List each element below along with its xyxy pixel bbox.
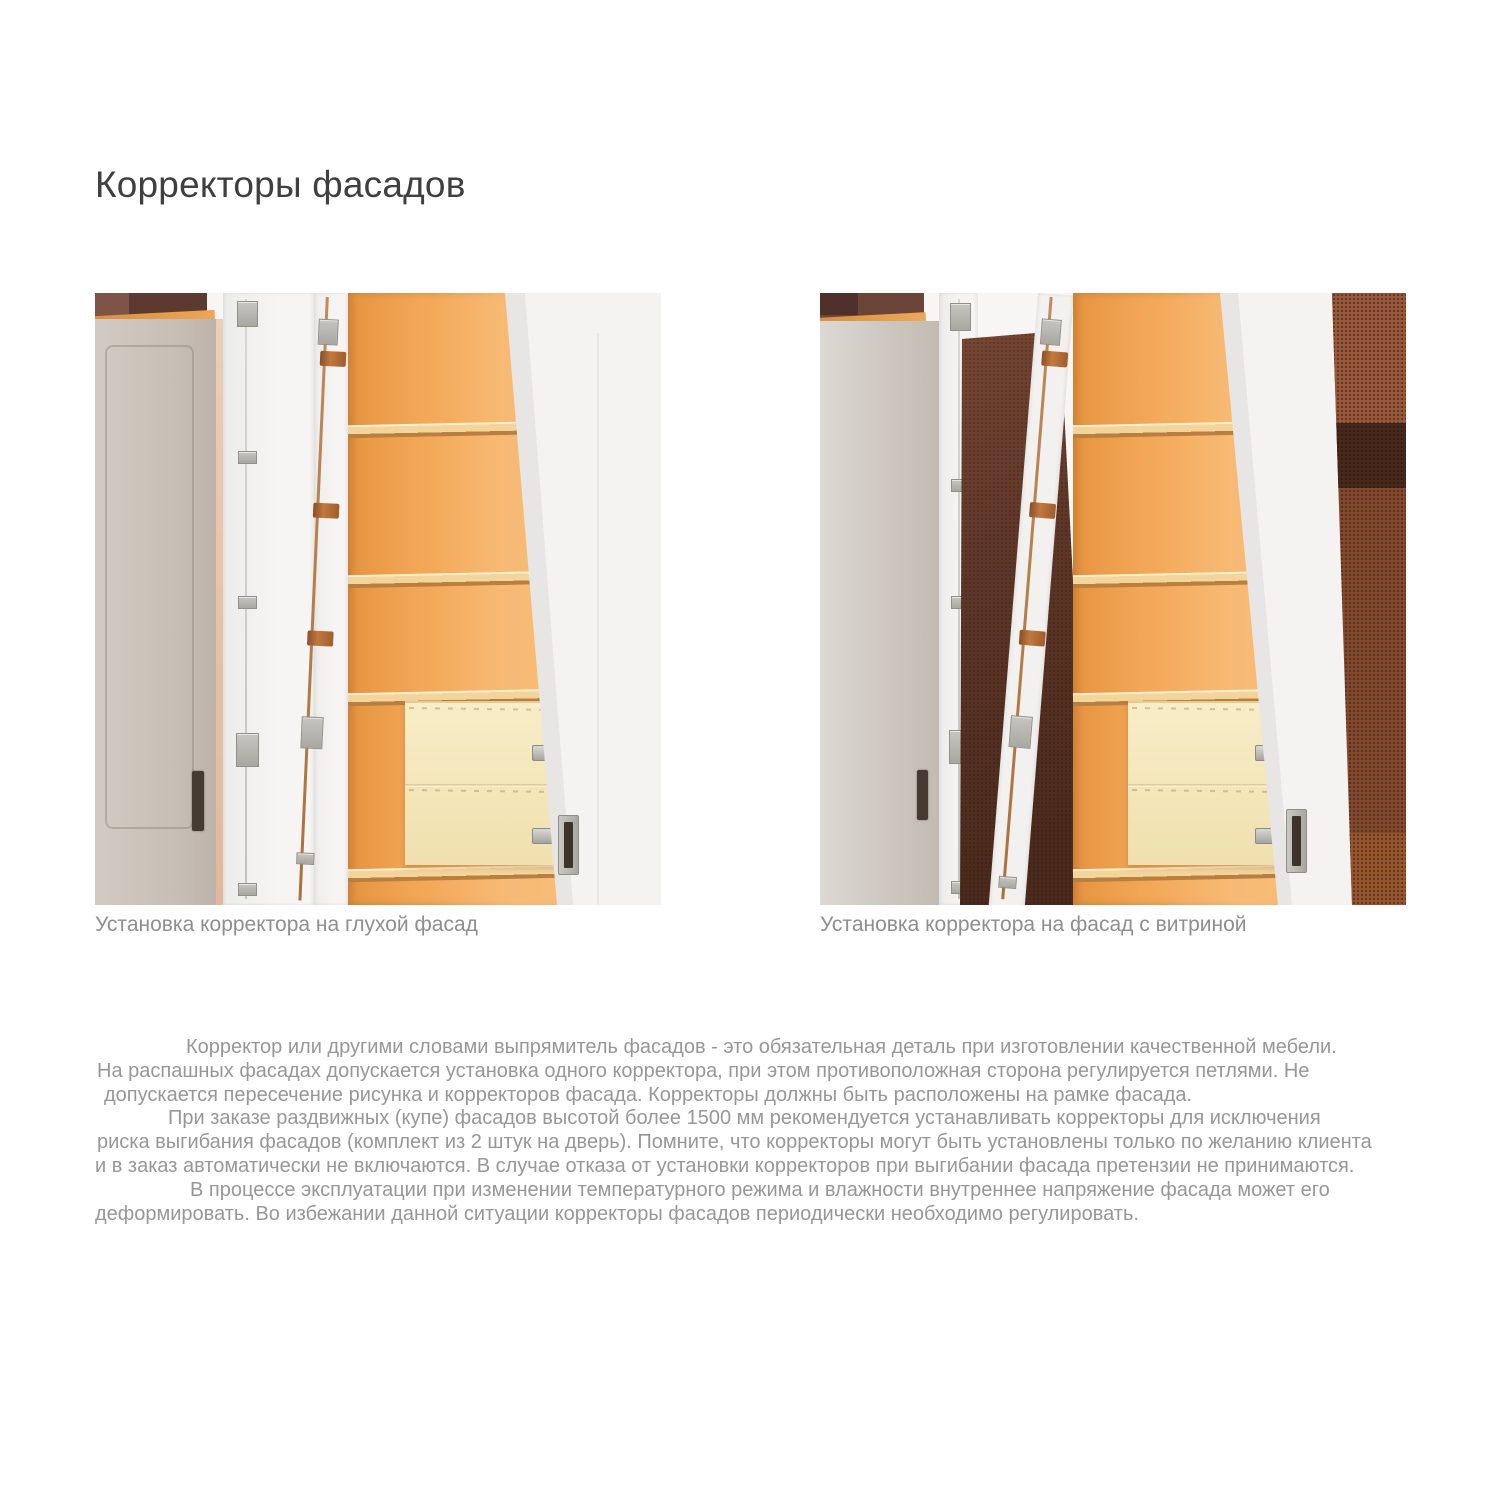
corrector-plate	[950, 303, 971, 331]
hinge	[1029, 502, 1056, 519]
corrector-plate	[998, 876, 1017, 889]
door-pull-handle	[558, 815, 579, 875]
body-line: При заказе раздвижных (купе) фасадов высотой более 1500 мм рекомендуется устанавливать корректоры для исключения	[168, 1107, 1321, 1130]
side-panel	[820, 321, 939, 905]
figure-caption: Установка корректора на глухой фасад	[95, 913, 478, 936]
body-line: Корректор или другими словами выпрямитель фасадов - это обязательная деталь при изготовлении качественной мебели.	[186, 1036, 1337, 1058]
door-pull-slot	[1292, 816, 1301, 866]
body-line: деформировать. Во избежании данной ситуации корректоры фасадов периодически необходимо регулировать.	[95, 1202, 1139, 1225]
photo-vitrine-facade	[820, 293, 1406, 905]
door-pull-slot	[564, 822, 573, 868]
corrector-plate-large	[236, 733, 259, 767]
corrector-plate-large	[1008, 715, 1032, 749]
body-line: допускается пересечение рисунка и корректоров фасада. Корректоры должны быть расположены на рамке фасада.	[104, 1083, 1193, 1106]
drawer-unit	[405, 701, 560, 865]
corrector-plate	[238, 596, 257, 609]
hinge	[320, 351, 347, 367]
drawer-joint-line	[1132, 789, 1279, 793]
drawer-unit	[1128, 701, 1283, 865]
body-line: В процессе эксплуатации при изменении температурного режима и влажности внутреннее напряжение фасада может его	[190, 1178, 1330, 1201]
drawer-joint-line	[1132, 707, 1279, 711]
right-door-panel-line	[597, 333, 599, 905]
hinge	[1019, 630, 1046, 647]
door-pull-handle	[1286, 809, 1307, 873]
corrector-plate-large	[300, 716, 323, 749]
hinge	[1041, 350, 1068, 367]
corrector-plate	[1040, 318, 1062, 346]
drawer-joint-line	[409, 707, 556, 711]
hinge	[313, 503, 340, 519]
page-title: Корректоры фасадов	[95, 164, 466, 205]
drawer-joint-line	[409, 789, 556, 793]
body-text	[95, 1036, 1372, 1226]
corrector-plate	[238, 451, 257, 464]
drawer-divider	[1128, 784, 1283, 787]
door-handle	[192, 771, 204, 831]
corrector-plate	[237, 301, 258, 327]
body-line: На распашных фасадах допускается установка одного корректора, при этом противоположная сторона регулируется петлями. Не	[97, 1059, 1310, 1082]
door-panel-inset	[105, 345, 194, 829]
closed-door	[95, 319, 216, 905]
corrector-plate	[296, 852, 315, 865]
door-edge	[216, 319, 223, 905]
figure-caption: Установка корректора на фасад с витриной	[820, 913, 1247, 936]
door-handle	[917, 770, 928, 820]
corrector-plate	[318, 319, 339, 346]
body-line: и в заказ автоматически не включаются. В случае отказа от установки корректоров при выгибании фасада претензии не принимаются.	[95, 1154, 1355, 1177]
drawer-divider	[405, 784, 560, 787]
cabinet-top-shadow-dark	[820, 293, 858, 315]
corrector-plate	[238, 883, 257, 896]
hinge	[307, 630, 334, 646]
photo-blind-facade	[95, 293, 661, 905]
body-line: риска выгибания фасадов (комплект из 2 штук на дверь). Помните, что корректоры могут быть установлены только по желанию клиента	[97, 1131, 1372, 1154]
